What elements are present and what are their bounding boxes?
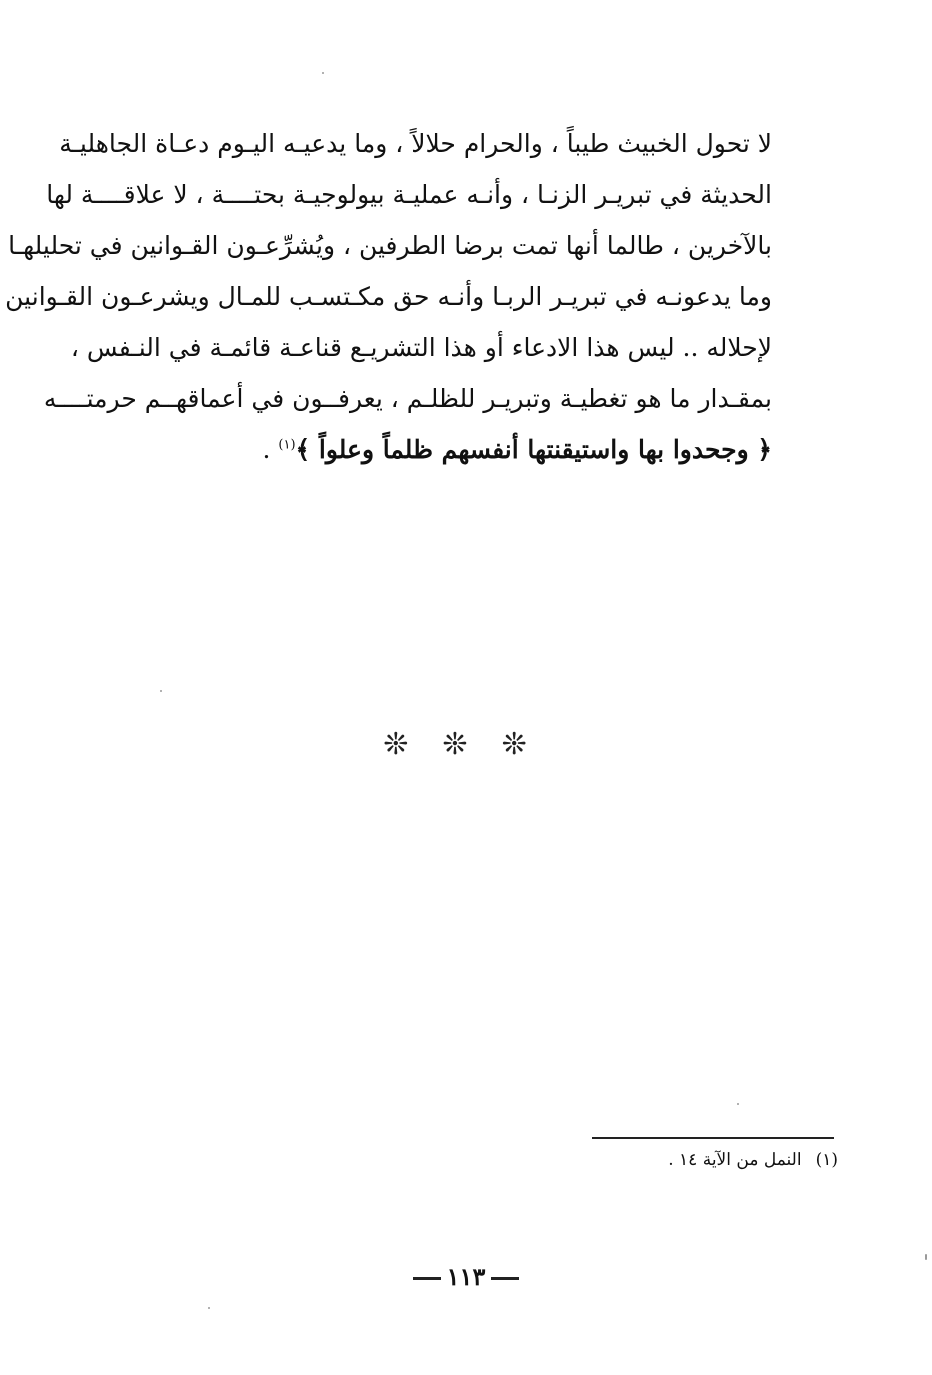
- footnote-reference[interactable]: (١): [278, 437, 296, 453]
- scan-speck: [160, 690, 162, 692]
- scan-speck: [925, 1254, 927, 1260]
- star-ornament-icon: ❊: [501, 727, 549, 762]
- text-line-3: بالآخرين ، طالما أنها تمت برضا الطرفين ، ويُشرِّعـون القـوانين في تحليلهـا: [8, 231, 772, 260]
- scan-speck: [737, 1103, 739, 1105]
- footnote-number: (١): [815, 1150, 838, 1170]
- text-line-6: بمقـدار ما هو تغطيـة وتبريـر للظلـم ، يعرفــون في أعماقهــم حرمتــــه: [43, 384, 772, 413]
- page-number: [0, 1262, 932, 1291]
- text-line-1: لا تحول الخبيث طيباً ، والحرام حلالاً ، وما يدعيـه اليـوم دعـاة الجاهليـة: [59, 129, 772, 158]
- text-line-2: الحديثة في تبريـر الزنـا ، وأنـه عمليـة بيولوجيـة بحتــــة ، لا علاقــــة لها: [46, 180, 772, 209]
- line-end-punctuation: .: [262, 435, 279, 464]
- quran-quote: ﴿ وجحدوا بها واستيقنتها أنفسهم ظلماً وعلواً ﴾: [295, 435, 772, 464]
- scan-speck: [322, 72, 324, 74]
- star-ornament-icon: ❊: [383, 727, 431, 762]
- main-paragraph: [5, 118, 772, 475]
- page-number-dash-left: [491, 1277, 519, 1280]
- footnote-divider: [592, 1137, 834, 1139]
- text-line-7: [88, 424, 772, 475]
- footnote-text: النمل من الآية ١٤ .: [668, 1150, 802, 1170]
- star-ornament-icon: ❊: [442, 727, 490, 762]
- page-number-value: ١١٣: [446, 1262, 486, 1291]
- text-line-4: وما يدعونـه في تبريـر الربـا وأنـه حق مكـتسـب للمـال ويشرعـون القـوانين: [5, 282, 772, 311]
- section-separator: [0, 727, 932, 762]
- page-number-dash-right: [413, 1277, 441, 1280]
- scan-speck: [208, 1307, 210, 1309]
- text-line-5: لإحلاله .. ليس هذا الادعاء أو هذا التشريـع قناعـة قائمـة في النـفس ،: [70, 333, 772, 362]
- footnote: [668, 1150, 838, 1170]
